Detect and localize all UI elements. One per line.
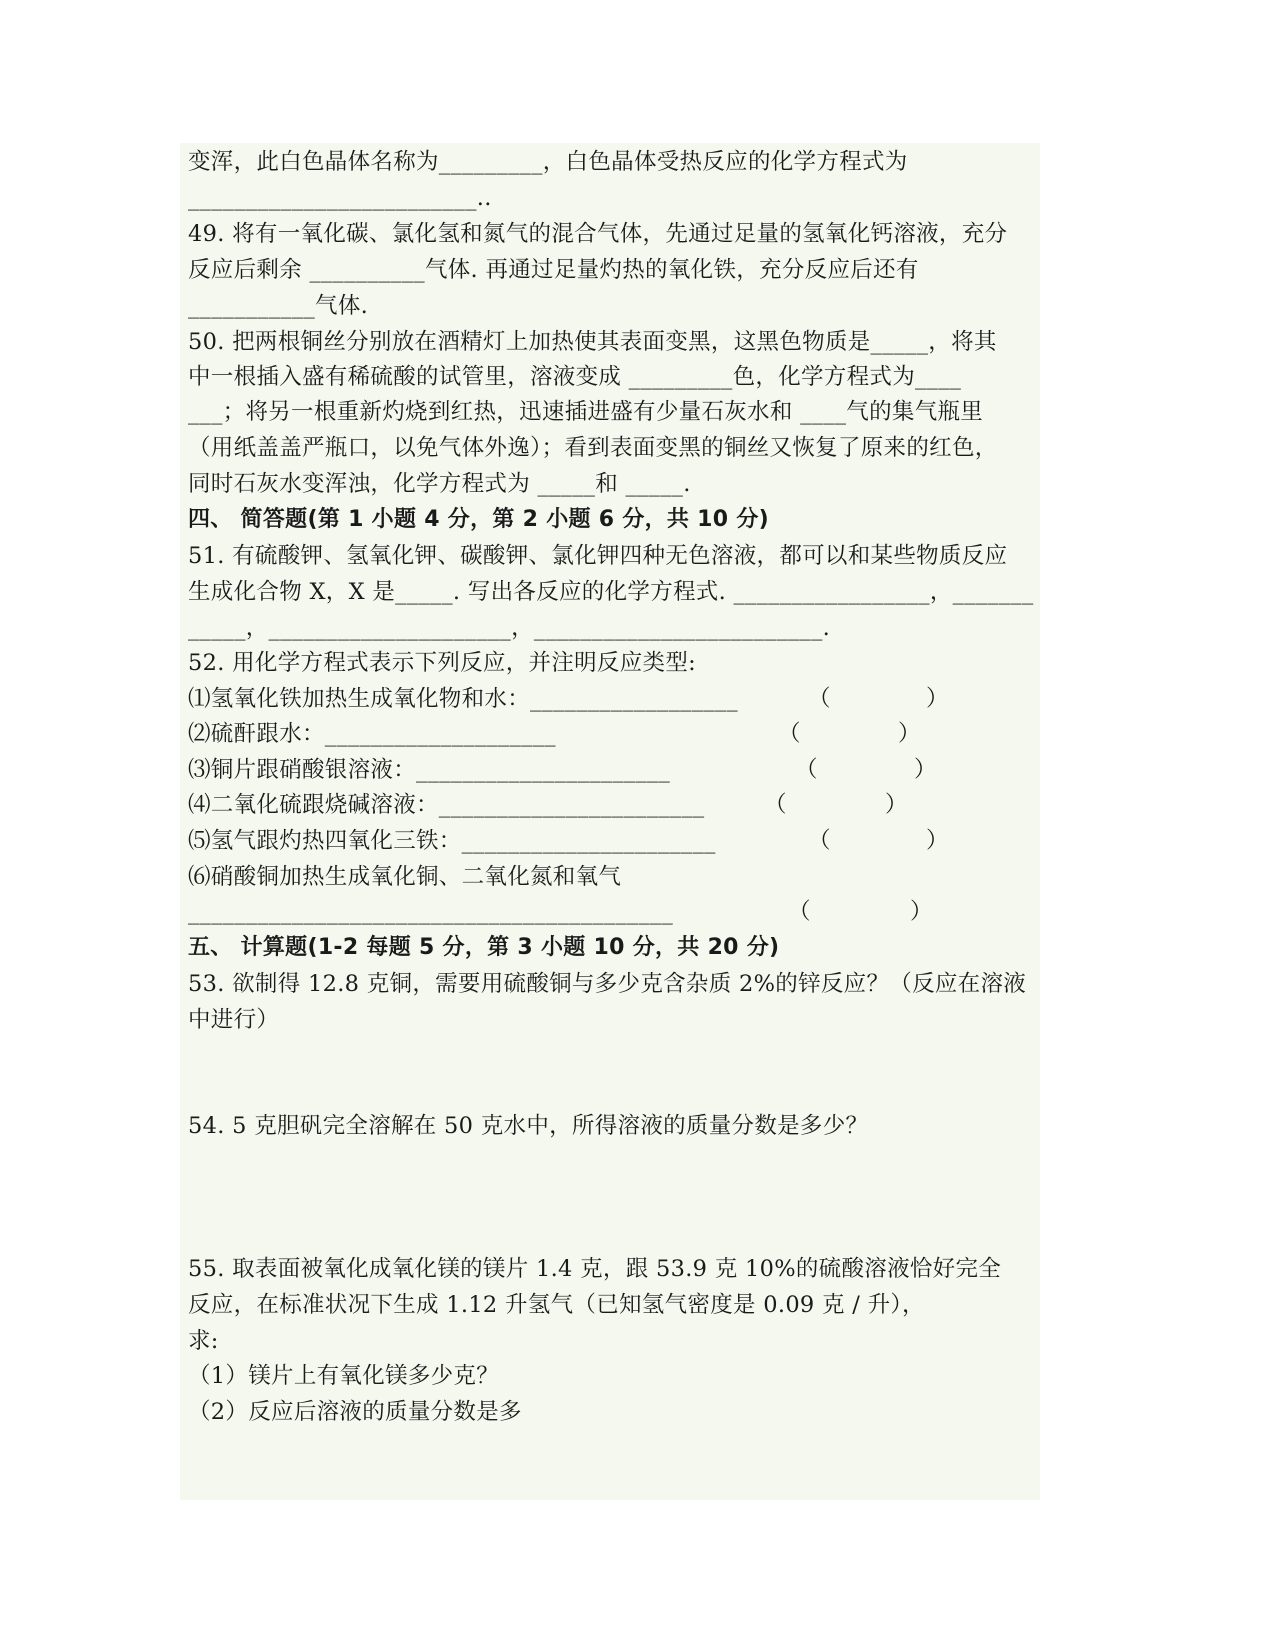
paren-close: ） (898, 721, 921, 747)
paren-open: （ (808, 686, 831, 712)
text-line: 反应后剩余 __________气体. 再通过足量灼热的氧化铁，充分反应后还有 (188, 257, 919, 283)
question-55: 55. 取表面被氧化成氧化镁的镁片 1.4 克，跟 53.9 克 10%的硫酸溶液恰好完全 (188, 1256, 1002, 1282)
paren-open: （ (795, 757, 818, 783)
text-line: _____，_____________________，_________________________. (188, 615, 831, 641)
paren-open: （ (808, 828, 831, 854)
section-heading-4: 四、 简答题(第 1 小题 4 分，第 2 小题 6 分，共 10 分) (188, 507, 770, 532)
paren-open: （ (778, 721, 801, 747)
sub-item-6: ⑹硝酸铜加热生成氧化铜、二氧化氮和氧气 (188, 864, 622, 890)
sub-item-4: ⑷二氧化硫跟烧碱溶液：_______________________ (188, 792, 705, 818)
text-line: ___________气体. (188, 293, 369, 319)
paren-close: ） (910, 899, 933, 925)
paren-close: ） (914, 757, 937, 783)
text-line: （用纸盖盖严瓶口，以免气体外逸）；看到表面变黑的铜丝又恢复了原来的红色， (188, 435, 998, 461)
sub-item-5: ⑸氢气跟灼热四氧化三铁：______________________ (188, 828, 716, 854)
text-line: ___；将另一根重新灼烧到红热，迅速插进盛有少量石灰水和 ____气的集气瓶里 (188, 399, 984, 425)
sub-item-2: ⑵硫酐跟水：____________________ (188, 721, 556, 747)
question-52: 52. 用化学方程式表示下列反应，并注明反应类型: (188, 650, 697, 676)
paren-close: ） (885, 792, 908, 818)
text-line: 求: (188, 1328, 219, 1354)
text-line: 变浑，此白色晶体名称为_________，白色晶体受热反应的化学方程式为 (188, 149, 908, 175)
text-line: 生成化合物 X，X 是_____. 写出各反应的化学方程式. _________________，_______ (188, 579, 1034, 605)
question-49: 49. 将有一氧化碳、氯化氢和氮气的混合气体，先通过足量的氢氧化钙溶液，充分 (188, 221, 1008, 247)
sub-item-1: ⑴氢氧化铁加热生成氧化物和水：__________________ (188, 686, 738, 712)
paren-open: （ (788, 899, 811, 925)
sub-question-2: （2）反应后溶液的质量分数是多 (188, 1399, 522, 1425)
sub-question-1: （1）镁片上有氧化镁多少克？ (188, 1363, 500, 1389)
paren-close: ） (926, 828, 949, 854)
text-line: 中一根插入盛有稀硫酸的试管里，溶液变成 _________色，化学方程式为____ (188, 364, 962, 390)
question-51: 51. 有硫酸钾、氢氧化钾、碳酸钾、氯化钾四种无色溶液，都可以和某些物质反应 (188, 543, 1008, 569)
question-53: 53. 欲制得 12.8 克铜，需要用硫酸铜与多少克含杂质 2%的锌反应？（反应在溶液 (188, 971, 1027, 997)
question-54: 54. 5 克胆矾完全溶解在 50 克水中，所得溶液的质量分数是多少？ (188, 1113, 869, 1139)
paren-close: ） (926, 686, 949, 712)
paren-open: （ (764, 792, 787, 818)
sub-item-3: ⑶铜片跟硝酸银溶液：______________________ (188, 757, 671, 783)
text-line: 同时石灰水变浑浊，化学方程式为 _____和 _____. (188, 471, 691, 497)
question-50: 50. 把两根铜丝分别放在酒精灯上加热使其表面变黑，这黑色物质是_____，将其 (188, 329, 997, 355)
text-line: 中进行） (188, 1007, 280, 1033)
text-line: _________________________.. (188, 185, 492, 211)
section-heading-5: 五、 计算题(1-2 每题 5 分，第 3 小题 10 分，共 20 分) (188, 935, 780, 960)
text-line: __________________________________________ (188, 899, 674, 925)
text-line: 反应，在标准状况下生成 1.12 升氢气（已知氢气密度是 0.09 克 / 升）， (188, 1292, 925, 1318)
